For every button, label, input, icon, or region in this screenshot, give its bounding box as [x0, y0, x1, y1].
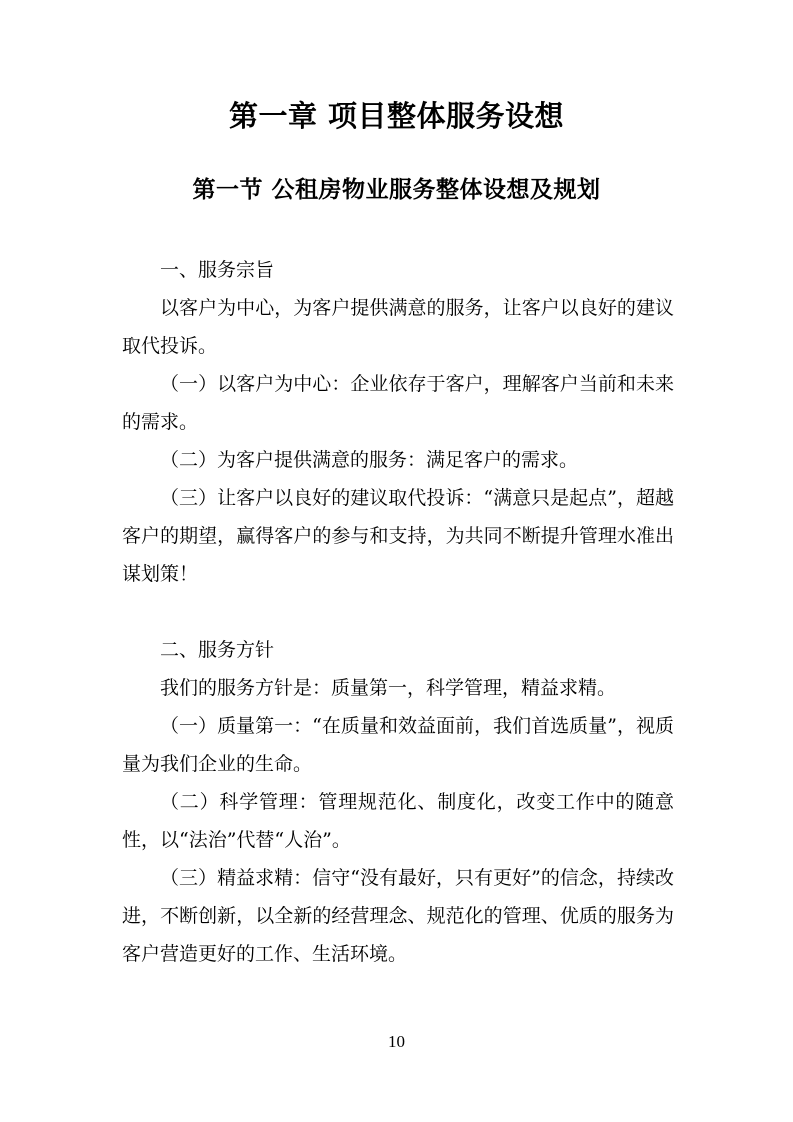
part1-intro-paragraph: 以客户为中心，为客户提供满意的服务，让客户以良好的建议取代投诉。: [122, 297, 674, 357]
part2-item3-paragraph: （三）精益求精：信守“没有最好，只有更好”的信念，持续改进，不断创新，以全新的经营理念、规范化的管理、优质的服务为客户营造更好的工作、生活环境。: [122, 867, 674, 965]
part1-item3-paragraph: （三）让客户以良好的建议取代投诉：“满意只是起点”，超越客户的期望，赢得客户的参与和支持，为共同不断提升管理水准出谋划策！: [122, 487, 674, 585]
page-number: 10: [388, 1032, 405, 1051]
part1-item1-paragraph: （一）以客户为中心：企业依存于客户，理解客户当前和未来的需求。: [122, 373, 674, 433]
part1-heading: 一、服务宗旨: [160, 259, 275, 281]
part2-item2-paragraph: （二）科学管理：管理规范化、制度化，改变工作中的随意性，以“法治”代替“人治”。: [122, 791, 674, 851]
part2-item1-paragraph: （一）质量第一：“在质量和效益面前，我们首选质量”，视质量为我们企业的生命。: [122, 715, 674, 775]
part2-intro-paragraph: 我们的服务方针是：质量第一，科学管理，精益求精。: [160, 677, 617, 699]
chapter-title: 第一章 项目整体服务设想: [228, 99, 565, 133]
section-title: 第一节 公租房物业服务整体设想及规划: [192, 176, 601, 203]
paragraph-gap: [122, 593, 674, 631]
part2-heading: 二、服务方针: [160, 639, 275, 661]
document-body: [122, 251, 674, 973]
part1-item2-paragraph: （二）为客户提供满意的服务：满足客户的需求。: [160, 449, 579, 471]
